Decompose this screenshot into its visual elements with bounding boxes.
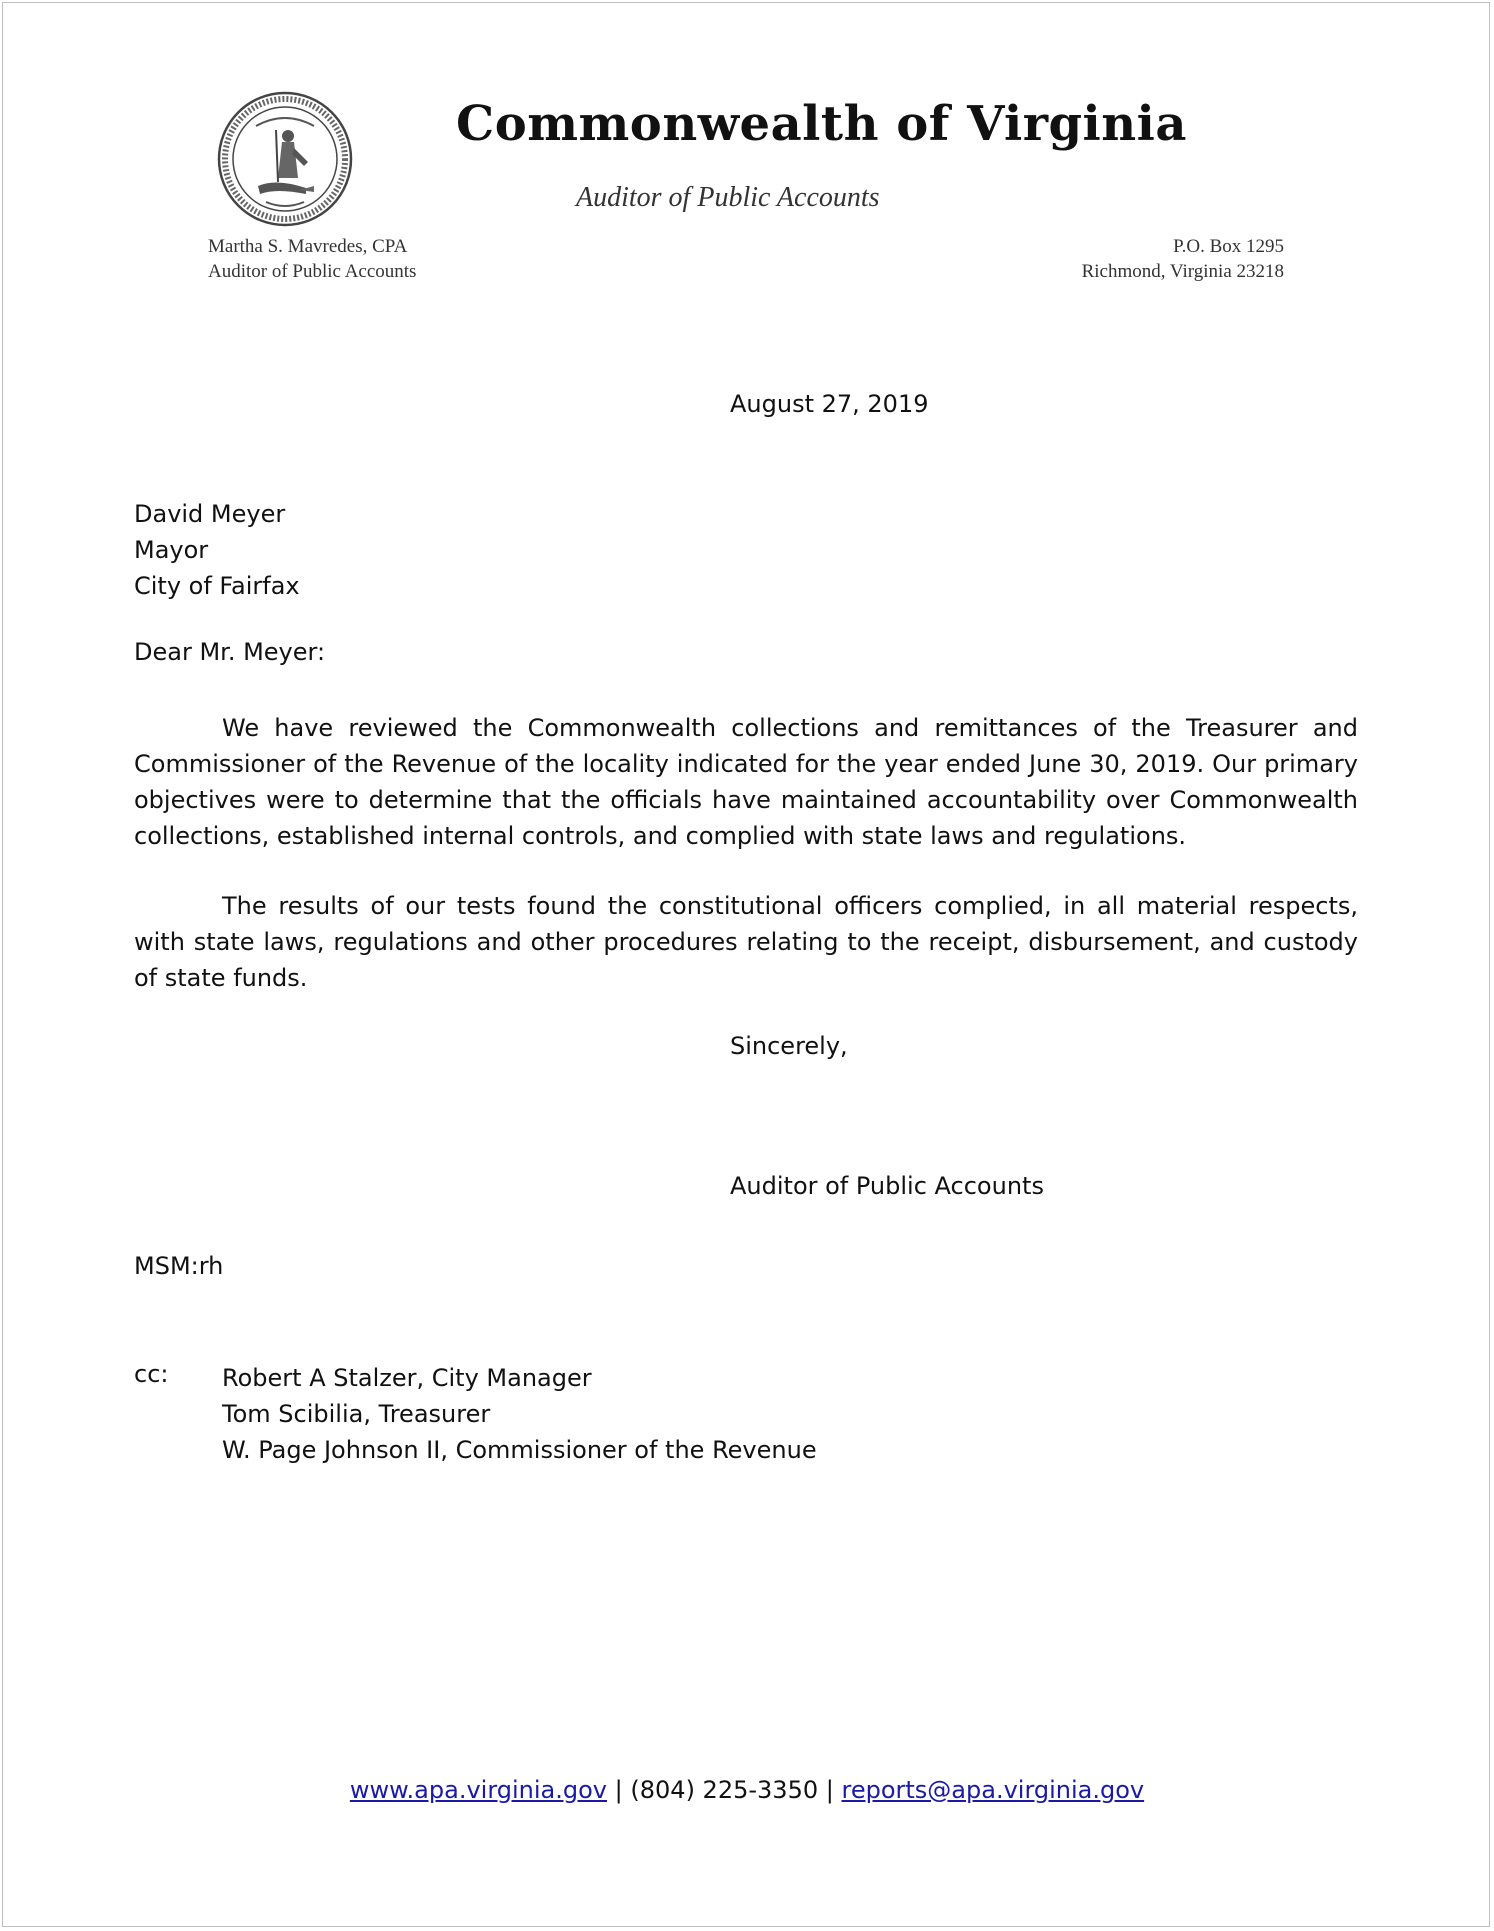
cc-recipient: W. Page Johnson II, Commissioner of the Revenue <box>222 1436 817 1464</box>
cc-recipient: Tom Scibilia, Treasurer <box>222 1400 491 1428</box>
body-paragraph: The results of our tests found the constitutional officers complied, in all material respects, with state laws, regulations and other procedures relating to the receipt, disbursement, and custody of state funds. <box>134 892 1358 992</box>
cc-recipient: Robert A Stalzer, City Manager <box>222 1364 592 1392</box>
cc-list <box>222 1360 817 1468</box>
phone-number: (804) 225-3350 <box>630 1776 819 1804</box>
letter-date: August 27, 2019 <box>730 390 929 418</box>
reference-initials: MSM:rh <box>134 1252 224 1280</box>
auditor-title: Auditor of Public Accounts <box>208 261 417 282</box>
auditor-name: Martha S. Mavredes, CPA <box>208 236 408 257</box>
signer: Auditor of Public Accounts <box>730 1172 1044 1200</box>
office-address-block <box>1082 234 1284 284</box>
city-state-zip: Richmond, Virginia 23218 <box>1081 261 1284 282</box>
recipient-organization: City of Fairfax <box>134 572 300 600</box>
footer-separator: | <box>614 1776 623 1804</box>
closing: Sincerely, <box>730 1032 848 1060</box>
recipient-title: Mayor <box>134 536 209 564</box>
body-paragraph: We have reviewed the Commonwealth collections and remittances of the Treasurer and Commissioner of the Revenue of the locality indicated for the year ended June 30, 2019. Our primary objectives were to determine that the officials have maintained accountability over Commonwealth collections, established internal controls, and complied with state laws and regulations. <box>134 714 1358 850</box>
footer-separator: | <box>825 1776 834 1804</box>
website-link[interactable]: www.apa.virginia.gov <box>349 1776 608 1804</box>
org-title: Commonwealth of Virginia <box>456 96 1188 152</box>
cc-label: cc: <box>134 1360 169 1388</box>
recipient-name: David Meyer <box>134 500 286 528</box>
salutation: Dear Mr. Meyer: <box>134 638 326 666</box>
auditor-name-block <box>208 234 416 284</box>
recipient-block <box>134 496 300 604</box>
email-link[interactable]: reports@apa.virginia.gov <box>841 1776 1145 1804</box>
virginia-state-seal-icon <box>216 90 354 228</box>
footer <box>0 1776 1494 1804</box>
org-subtitle: Auditor of Public Accounts <box>576 182 880 213</box>
po-box: P.O. Box 1295 <box>1173 236 1284 257</box>
